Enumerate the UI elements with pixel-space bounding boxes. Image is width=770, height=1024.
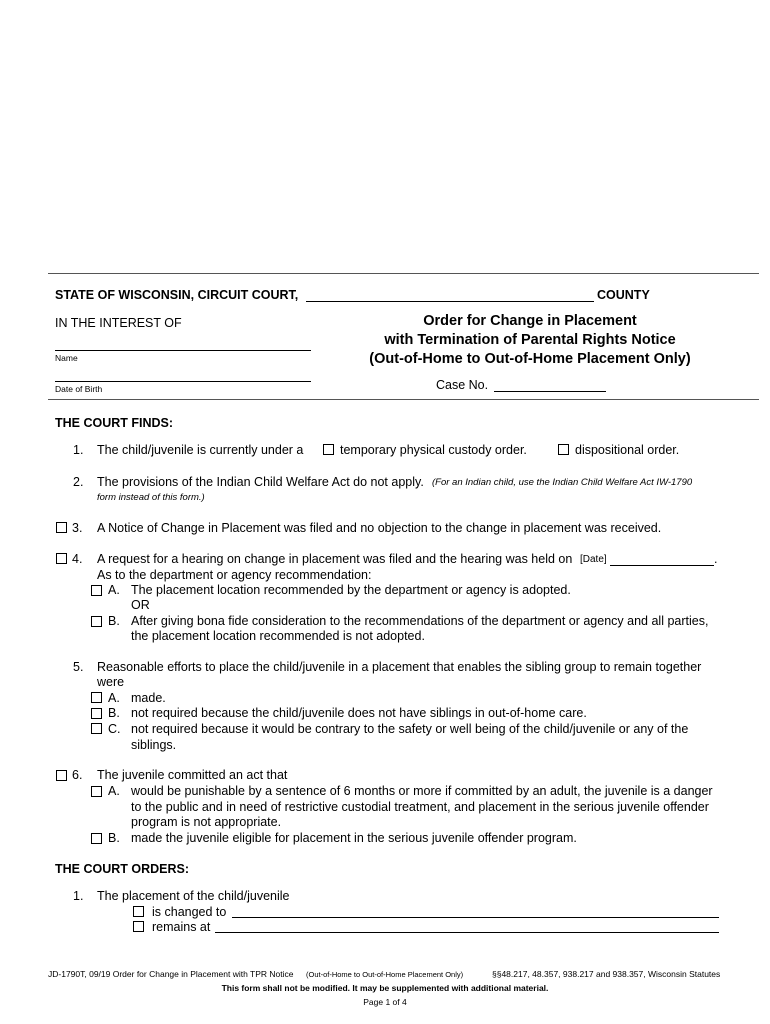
- finds-6a-label: A.: [108, 784, 120, 798]
- name-field[interactable]: [55, 350, 311, 351]
- finds-4-text: A request for a hearing on change in placement was filed and the hearing was held on: [97, 552, 573, 566]
- finds-6b-text: made the juvenile eligible for placement in the serious juvenile offender program.: [131, 831, 577, 845]
- footer-form-id: JD-1790T, 09/19 Order for Change in Placement with TPR Notice: [48, 969, 294, 979]
- finds-6a-text2: to the public and in need of restrictive custodial treatment, and placement in the serious juvenile offender: [131, 800, 709, 814]
- finds-2-note2: form instead of this form.): [97, 492, 205, 503]
- header-rule: [48, 399, 759, 400]
- finds-4b-label: B.: [108, 614, 120, 628]
- changed-to-checkbox[interactable]: [133, 906, 144, 917]
- interest-of-label: IN THE INTEREST OF: [55, 316, 182, 330]
- finds-5b-text: not required because the child/juvenile does not have siblings in out-of-home care.: [131, 706, 587, 720]
- finds-5b-label: B.: [108, 706, 120, 720]
- remains-at-checkbox[interactable]: [133, 921, 144, 932]
- dispositional-order-checkbox[interactable]: [558, 444, 569, 455]
- finds-4b-checkbox[interactable]: [91, 616, 102, 627]
- page-number: Page 1 of 4: [363, 997, 407, 1007]
- finds-3-text: A Notice of Change in Placement was filed and no objection to the change in placement was received.: [97, 521, 662, 535]
- finds-6a-text3: program is not appropriate.: [131, 815, 282, 829]
- case-no-field[interactable]: [494, 391, 606, 392]
- court-line: STATE OF WISCONSIN, CIRCUIT COURT,: [55, 288, 299, 302]
- finds-2-num: 2.: [73, 475, 84, 489]
- finds-5c-checkbox[interactable]: [91, 723, 102, 734]
- finds-6-num: 6.: [72, 768, 83, 782]
- case-no-label: Case No.: [436, 378, 489, 392]
- court-orders-heading: THE COURT ORDERS:: [55, 862, 190, 876]
- dob-label: Date of Birth: [55, 384, 103, 394]
- finds-3-checkbox[interactable]: [56, 522, 67, 533]
- county-field[interactable]: [306, 301, 594, 302]
- changed-to-label: is changed to: [152, 905, 227, 919]
- form-title-line1: Order for Change in Placement: [423, 313, 637, 329]
- temporary-custody-checkbox[interactable]: [323, 444, 334, 455]
- remains-at-field[interactable]: [215, 932, 719, 933]
- finds-4-end: .: [714, 552, 718, 566]
- finds-5-num: 5.: [73, 660, 84, 674]
- orders-1-text: The placement of the child/juvenile: [97, 889, 290, 903]
- finds-4a-checkbox[interactable]: [91, 585, 102, 596]
- finds-5a-checkbox[interactable]: [91, 692, 102, 703]
- finds-4a-text: The placement location recommended by the department or agency is adopted.: [131, 583, 571, 597]
- form-title-line3: (Out-of-Home to Out-of-Home Placement Only): [369, 351, 691, 367]
- remains-at-label: remains at: [152, 920, 211, 934]
- finds-5a-text: made.: [131, 691, 166, 705]
- name-label: Name: [55, 353, 78, 363]
- finds-1-num: 1.: [73, 443, 84, 457]
- finds-6a-checkbox[interactable]: [91, 786, 102, 797]
- finds-6a-text1: would be punishable by a sentence of 6 months or more if committed by an adult, the juvenile is a danger: [131, 784, 713, 798]
- finds-5c-label: C.: [108, 722, 121, 736]
- finds-5c-text2: siblings.: [131, 738, 177, 752]
- finds-4-num: 4.: [72, 552, 83, 566]
- finds-5a-label: A.: [108, 691, 120, 705]
- dob-field[interactable]: [55, 381, 311, 382]
- finds-1-text: The child/juvenile is currently under a: [97, 443, 304, 457]
- changed-to-field[interactable]: [232, 917, 719, 918]
- finds-4-line2: As to the department or agency recommendation:: [97, 568, 372, 582]
- finds-4-checkbox[interactable]: [56, 553, 67, 564]
- dispositional-order-label: dispositional order.: [575, 443, 680, 457]
- finds-5-text1: Reasonable efforts to place the child/juvenile in a placement that enables the sibling group to remain together: [97, 660, 702, 674]
- hearing-date-field[interactable]: [610, 565, 714, 566]
- finds-6-text: The juvenile committed an act that: [97, 768, 288, 782]
- form-title-line2: with Termination of Parental Rights Notice: [384, 332, 676, 348]
- finds-5b-checkbox[interactable]: [91, 708, 102, 719]
- finds-6b-label: B.: [108, 831, 120, 845]
- finds-2-text: The provisions of the Indian Child Welfare Act do not apply.: [97, 475, 424, 489]
- footer-notice: This form shall not be modified. It may be supplemented with additional material.: [221, 983, 549, 993]
- finds-5c-text1: not required because it would be contrary to the safety or well being of the child/juvenile or any of the: [131, 722, 689, 736]
- finds-4-date-label: [Date]: [580, 554, 607, 565]
- finds-4b-text2: the placement location recommended is not adopted.: [131, 629, 425, 643]
- orders-1-num: 1.: [73, 889, 84, 903]
- finds-4-or: OR: [131, 598, 150, 612]
- court-finds-heading: THE COURT FINDS:: [55, 416, 174, 430]
- finds-6b-checkbox[interactable]: [91, 833, 102, 844]
- footer-statutes: §§48.217, 48.357, 938.217 and 938.357, Wisconsin Statutes: [492, 969, 721, 979]
- temporary-custody-label: temporary physical custody order.: [340, 443, 527, 457]
- finds-3-num: 3.: [72, 521, 83, 535]
- top-rule: [48, 273, 759, 274]
- finds-4b-text1: After giving bona fide consideration to the recommendations of the department or agency and all parties,: [131, 614, 709, 628]
- finds-2-note1: (For an Indian child, use the Indian Child Welfare Act IW-1790: [432, 477, 693, 488]
- finds-5-text2: were: [97, 675, 125, 689]
- finds-4a-label: A.: [108, 583, 120, 597]
- footer-form-note: (Out-of-Home to Out-of-Home Placement Only): [306, 970, 464, 979]
- county-label: COUNTY: [597, 288, 650, 302]
- finds-6-checkbox[interactable]: [56, 770, 67, 781]
